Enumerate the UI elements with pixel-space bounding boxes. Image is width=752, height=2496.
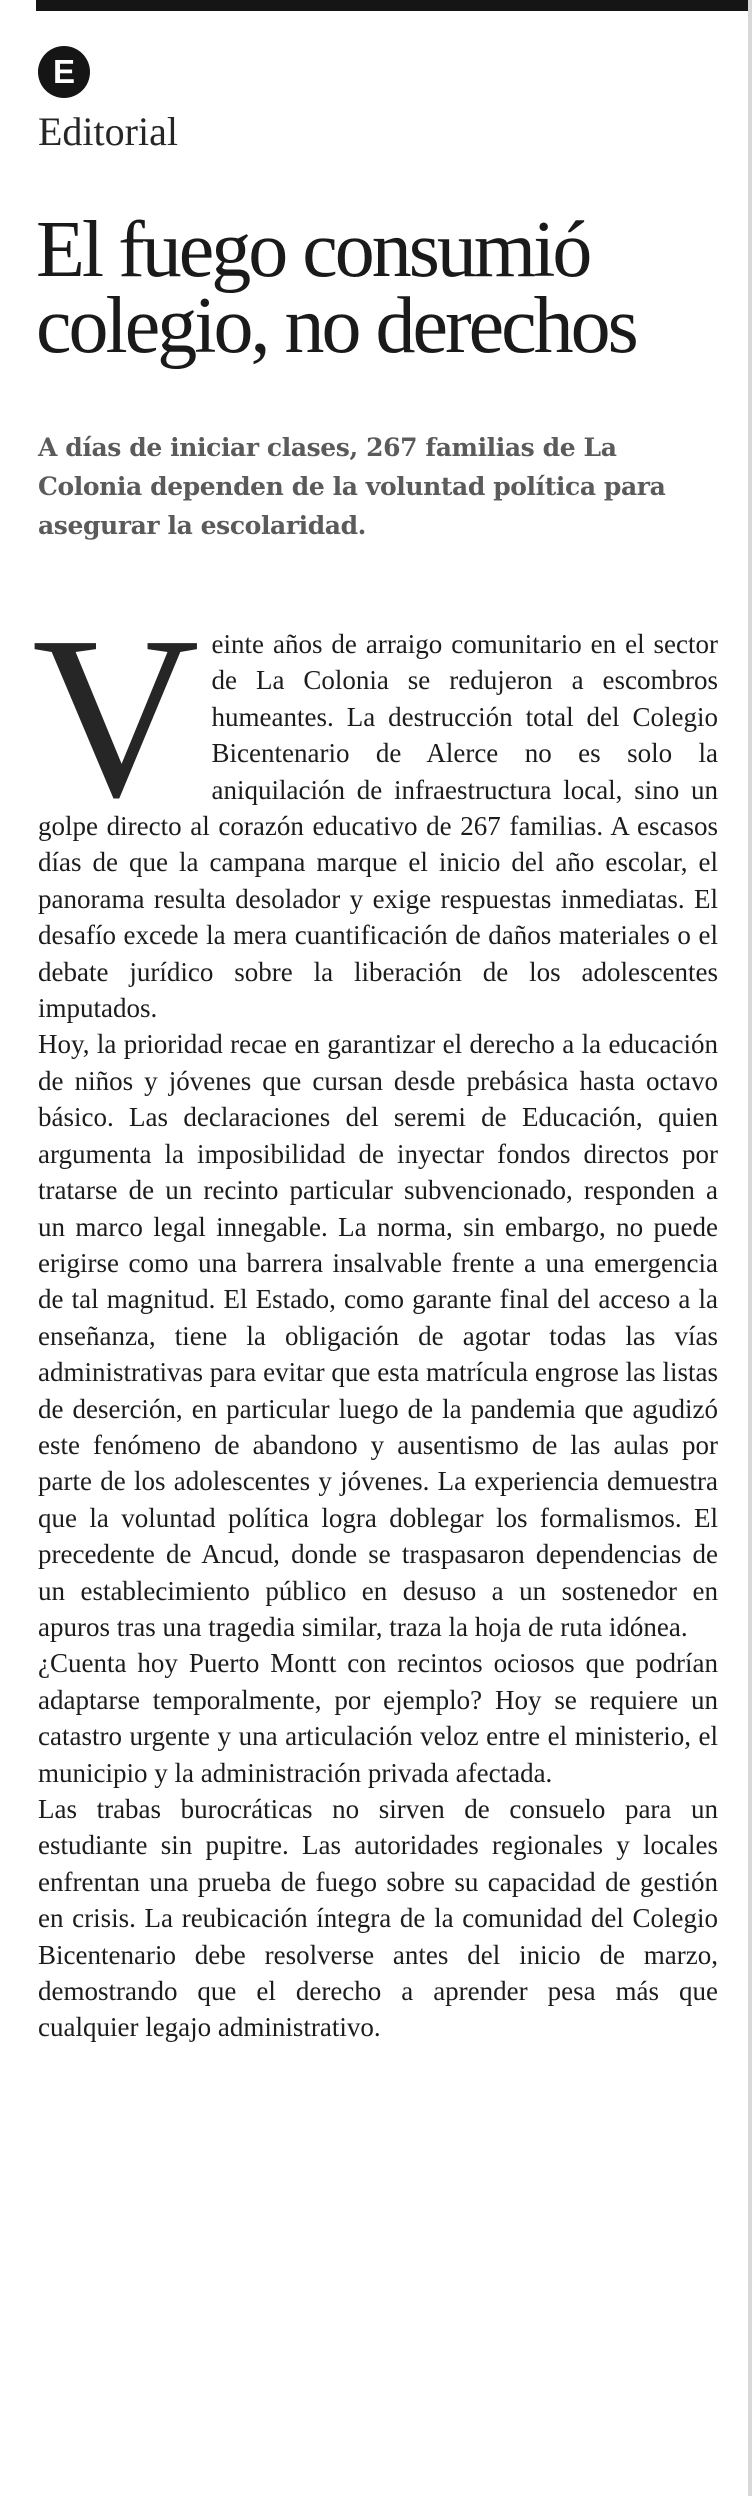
paragraph-3: ¿Cuenta hoy Puerto Montt con recintos ociosos que podrían adaptarse temporalmente, por ejemplo? Hoy se requiere un catastro urgente y una articulación veloz entre el ministerio, el municipio y la administración privada afectada.	[38, 1648, 718, 1788]
paragraph-text: einte años de arraigo comunitario en el sector de La Colonia se redujeron a escombros humeantes. La destrucción total del Colegio Bicentenario de Alerce no es solo la aniquilación de infraestructura local, sino un golpe directo al corazón educativo de 267 familias. A escasos días de que la campana marque el inicio del año escolar, el panorama resulta desolador y exige respuestas inmediatas. El desafío excede la mera cuantificación de daños materiales o el debate jurídico sobre la liberación de los adolescentes imputados.	[38, 629, 718, 1024]
headline: El fuego consumió colegio, no derechos	[36, 206, 636, 370]
deck-subtitle: A días de iniciar clases, 267 familias de La Colonia dependen de la voluntad política para asegurar la escolaridad.	[38, 433, 666, 540]
page-edge	[748, 0, 752, 2496]
paragraph-4: Las trabas burocráticas no sirven de consuelo para un estudiante sin pupitre. Las autoridades regionales y locales enfrentan una prueba de fuego sobre su capacidad de gestión en crisis. La reubicación íntegra de la comunidad del Colegio Bicentenario debe resolverse antes del inicio de marzo, demostrando que el derecho a aprender pesa más que cualquier legajo administrativo.	[38, 1794, 718, 2043]
paragraph-1	[32, 589, 718, 1026]
top-rule	[36, 0, 752, 11]
section-label: Editorial	[38, 109, 178, 154]
paragraph-2: Hoy, la prioridad recae en garantizar el derecho a la educación de niños y jóvenes que cursan desde prebásica hasta octavo básico. Las declaraciones del seremi de Educación, quien argumenta la imposibilidad de inyectar fondos directos por tratarse de un recinto particular subvencionado, responden a un marco legal innegable. La norma, sin embargo, no puede erigirse como una barrera insalvable frente a una emergencia de tal magnitud. El Estado, como garante final del acceso a la enseñanza, tiene la obligación de agotar todas las vías administrativas para evitar que esta matrícula engrose las listas de deserción, en particular luego de la pandemia que agudizó este fenómeno de abandono y ausentismo de las aulas por parte de los adolescentes y jóvenes. La experiencia demuestra que la voluntad política logra doblegar los formalismos. El precedente de Ancud, donde se traspasaron dependencias de un establecimiento público en desuso a un sostenedor en apuros tras una tragedia similar, traza la hoja de ruta idónea.	[38, 1029, 718, 1642]
article-body	[32, 589, 718, 2046]
section-badge: E	[38, 46, 90, 98]
drop-cap: V	[32, 589, 200, 846]
